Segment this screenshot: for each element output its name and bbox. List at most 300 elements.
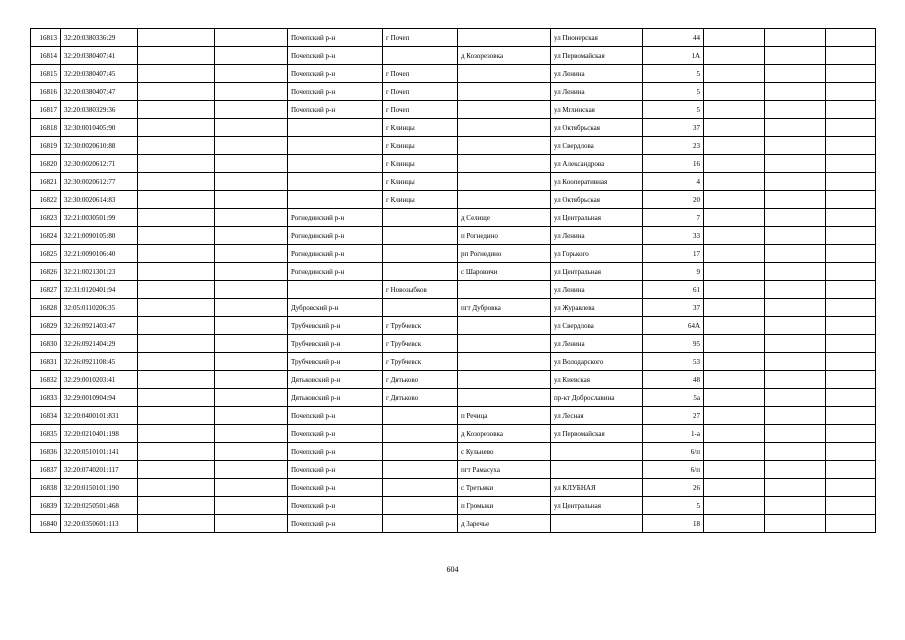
empty-cell [765, 371, 826, 389]
row-number-cell: 16823 [31, 209, 61, 227]
settlement-cell: д Козорезовка [458, 425, 551, 443]
street-cell: ул Октябрьская [551, 191, 643, 209]
settlement-cell [458, 119, 551, 137]
table-row [31, 317, 876, 335]
table-row [31, 461, 876, 479]
empty-cell [765, 281, 826, 299]
empty-cell [704, 209, 765, 227]
street-cell: ул Ленина [551, 65, 643, 83]
house-number-cell: 5 [643, 83, 704, 101]
empty-cell [215, 83, 288, 101]
settlement-cell: п Громыки [458, 497, 551, 515]
row-number-cell: 16821 [31, 173, 61, 191]
empty-cell [826, 389, 876, 407]
street-cell: ул Александрова [551, 155, 643, 173]
city-cell [383, 227, 458, 245]
house-number-cell: 9 [643, 263, 704, 281]
settlement-cell [458, 101, 551, 119]
empty-cell [765, 191, 826, 209]
empty-cell [765, 263, 826, 281]
street-cell [551, 443, 643, 461]
district-cell: Почепский р-н [288, 29, 383, 47]
table-row [31, 335, 876, 353]
empty-cell [138, 227, 215, 245]
city-cell: г Трубчевск [383, 353, 458, 371]
empty-cell [704, 155, 765, 173]
empty-cell [138, 407, 215, 425]
empty-cell [826, 425, 876, 443]
house-number-cell: 6/п [643, 443, 704, 461]
cadastral-number-cell: 32:21:0090106:40 [61, 245, 138, 263]
empty-cell [765, 317, 826, 335]
empty-cell [826, 155, 876, 173]
row-number-cell: 16831 [31, 353, 61, 371]
row-number-cell: 16815 [31, 65, 61, 83]
street-cell: ул Киевская [551, 371, 643, 389]
empty-cell [826, 407, 876, 425]
district-cell: Дятьковский р-н [288, 389, 383, 407]
city-cell: г Трубчевск [383, 317, 458, 335]
empty-cell [826, 101, 876, 119]
empty-cell [138, 335, 215, 353]
empty-cell [215, 335, 288, 353]
house-number-cell: 20 [643, 191, 704, 209]
empty-cell [704, 245, 765, 263]
row-number-cell: 16819 [31, 137, 61, 155]
empty-cell [826, 209, 876, 227]
row-number-cell: 16835 [31, 425, 61, 443]
district-cell: Почепский р-н [288, 515, 383, 533]
cadastral-number-cell: 32:20:0740201:117 [61, 461, 138, 479]
settlement-cell [458, 65, 551, 83]
table-row [31, 515, 876, 533]
row-number-cell: 16818 [31, 119, 61, 137]
empty-cell [138, 245, 215, 263]
settlement-cell [458, 29, 551, 47]
empty-cell [215, 371, 288, 389]
table-row [31, 299, 876, 317]
settlement-cell [458, 353, 551, 371]
district-cell: Дятьковский р-н [288, 371, 383, 389]
table-row [31, 353, 876, 371]
empty-cell [826, 335, 876, 353]
city-cell: г Дятьково [383, 371, 458, 389]
row-number-cell: 16827 [31, 281, 61, 299]
empty-cell [826, 263, 876, 281]
table-row [31, 119, 876, 137]
street-cell: ул Ленина [551, 335, 643, 353]
table-row [31, 227, 876, 245]
street-cell: ул Октябрьская [551, 119, 643, 137]
empty-cell [765, 155, 826, 173]
empty-cell [765, 245, 826, 263]
cadastral-number-cell: 32:26:0921404:29 [61, 335, 138, 353]
street-cell: ул Журавлева [551, 299, 643, 317]
empty-cell [826, 191, 876, 209]
empty-cell [704, 281, 765, 299]
house-number-cell: 7 [643, 209, 704, 227]
cadastral-number-cell: 32:20:0380407:45 [61, 65, 138, 83]
city-cell: г Клинцы [383, 137, 458, 155]
empty-cell [138, 389, 215, 407]
empty-cell [138, 191, 215, 209]
street-cell: ул Свердлова [551, 317, 643, 335]
empty-cell [826, 515, 876, 533]
row-number-cell: 16833 [31, 389, 61, 407]
empty-cell [765, 335, 826, 353]
empty-cell [765, 173, 826, 191]
empty-cell [138, 299, 215, 317]
cadastral-number-cell: 32:31:0120401:94 [61, 281, 138, 299]
empty-cell [215, 479, 288, 497]
empty-cell [765, 461, 826, 479]
house-number-cell: 17 [643, 245, 704, 263]
empty-cell [765, 119, 826, 137]
district-cell [288, 191, 383, 209]
empty-cell [704, 29, 765, 47]
city-cell: г Почеп [383, 101, 458, 119]
empty-cell [826, 299, 876, 317]
settlement-cell: п Рогнедино [458, 227, 551, 245]
empty-cell [765, 443, 826, 461]
cadastral-number-cell: 32:29:0010203:41 [61, 371, 138, 389]
district-cell: Трубчевский р-н [288, 317, 383, 335]
house-number-cell: 5 [643, 65, 704, 83]
city-cell [383, 245, 458, 263]
empty-cell [215, 155, 288, 173]
city-cell [383, 299, 458, 317]
house-number-cell: 1А [643, 47, 704, 65]
city-cell [383, 443, 458, 461]
house-number-cell: 95 [643, 335, 704, 353]
cadastral-number-cell: 32:20:0380329:36 [61, 101, 138, 119]
empty-cell [826, 497, 876, 515]
empty-cell [704, 173, 765, 191]
empty-cell [215, 263, 288, 281]
table-row [31, 155, 876, 173]
empty-cell [704, 335, 765, 353]
table-row [31, 101, 876, 119]
house-number-cell: 33 [643, 227, 704, 245]
empty-cell [704, 137, 765, 155]
city-cell [383, 515, 458, 533]
empty-cell [826, 353, 876, 371]
settlement-cell: рп Рогнедино [458, 245, 551, 263]
settlement-cell: с Кульнево [458, 443, 551, 461]
settlement-cell: д Заречье [458, 515, 551, 533]
city-cell [383, 425, 458, 443]
empty-cell [704, 263, 765, 281]
empty-cell [215, 191, 288, 209]
empty-cell [704, 65, 765, 83]
empty-cell [826, 245, 876, 263]
row-number-cell: 16817 [31, 101, 61, 119]
empty-cell [704, 299, 765, 317]
empty-cell [138, 29, 215, 47]
settlement-cell: п Речица [458, 407, 551, 425]
street-cell: ул Лесная [551, 407, 643, 425]
district-cell: Трубчевский р-н [288, 335, 383, 353]
table-row [31, 245, 876, 263]
empty-cell [826, 317, 876, 335]
row-number-cell: 16816 [31, 83, 61, 101]
empty-cell [765, 83, 826, 101]
house-number-cell: 5 [643, 101, 704, 119]
empty-cell [704, 425, 765, 443]
district-cell: Рогнединский р-н [288, 263, 383, 281]
settlement-cell [458, 155, 551, 173]
empty-cell [826, 119, 876, 137]
house-number-cell: 64А [643, 317, 704, 335]
settlement-cell [458, 389, 551, 407]
district-cell: Почепский р-н [288, 47, 383, 65]
empty-cell [826, 65, 876, 83]
row-number-cell: 16825 [31, 245, 61, 263]
house-number-cell: 61 [643, 281, 704, 299]
cadastral-number-cell: 32:30:0020612:77 [61, 173, 138, 191]
empty-cell [765, 479, 826, 497]
row-number-cell: 16837 [31, 461, 61, 479]
empty-cell [704, 407, 765, 425]
empty-cell [765, 389, 826, 407]
cadastral-number-cell: 32:21:0021301:23 [61, 263, 138, 281]
street-cell: ул Ленина [551, 83, 643, 101]
empty-cell [704, 479, 765, 497]
settlement-cell [458, 83, 551, 101]
address-table [30, 28, 876, 533]
table-row [31, 191, 876, 209]
table-row [31, 407, 876, 425]
table-row [31, 281, 876, 299]
empty-cell [138, 497, 215, 515]
street-cell: ул Центральная [551, 263, 643, 281]
table-row [31, 173, 876, 191]
cadastral-number-cell: 32:26:0921403:47 [61, 317, 138, 335]
table-row [31, 425, 876, 443]
settlement-cell: д Селище [458, 209, 551, 227]
street-cell: ул Ленина [551, 227, 643, 245]
district-cell: Почепский р-н [288, 425, 383, 443]
empty-cell [826, 281, 876, 299]
row-number-cell: 16814 [31, 47, 61, 65]
street-cell: ул Первомайская [551, 425, 643, 443]
street-cell: ул Пионерская [551, 29, 643, 47]
cadastral-number-cell: 32:30:0020614:83 [61, 191, 138, 209]
empty-cell [765, 47, 826, 65]
row-number-cell: 16834 [31, 407, 61, 425]
empty-cell [215, 281, 288, 299]
district-cell: Почепский р-н [288, 497, 383, 515]
cadastral-number-cell: 32:20:0210401:198 [61, 425, 138, 443]
empty-cell [704, 371, 765, 389]
street-cell [551, 461, 643, 479]
empty-cell [765, 299, 826, 317]
house-number-cell: 53 [643, 353, 704, 371]
table-row [31, 29, 876, 47]
empty-cell [215, 461, 288, 479]
table-row [31, 389, 876, 407]
empty-cell [138, 173, 215, 191]
table-row [31, 479, 876, 497]
empty-cell [826, 461, 876, 479]
city-cell [383, 47, 458, 65]
district-cell: Трубчевский р-н [288, 353, 383, 371]
settlement-cell: с Шаровичи [458, 263, 551, 281]
house-number-cell: 18 [643, 515, 704, 533]
empty-cell [704, 497, 765, 515]
empty-cell [215, 137, 288, 155]
settlement-cell: пгт Дубровка [458, 299, 551, 317]
empty-cell [704, 317, 765, 335]
district-cell [288, 137, 383, 155]
street-cell: пр-кт Доброславина [551, 389, 643, 407]
empty-cell [138, 281, 215, 299]
cadastral-number-cell: 32:21:0030501:99 [61, 209, 138, 227]
house-number-cell: 1-а [643, 425, 704, 443]
settlement-cell [458, 137, 551, 155]
empty-cell [826, 83, 876, 101]
empty-cell [215, 101, 288, 119]
house-number-cell: 37 [643, 119, 704, 137]
row-number-cell: 16822 [31, 191, 61, 209]
empty-cell [138, 461, 215, 479]
row-number-cell: 16826 [31, 263, 61, 281]
street-cell: ул Первомайская [551, 47, 643, 65]
settlement-cell [458, 173, 551, 191]
settlement-cell [458, 317, 551, 335]
cadastral-number-cell: 32:20:0250501:468 [61, 497, 138, 515]
empty-cell [215, 515, 288, 533]
district-cell: Почепский р-н [288, 443, 383, 461]
settlement-cell: пгт Рамасуха [458, 461, 551, 479]
empty-cell [138, 65, 215, 83]
settlement-cell: д Козорезовка [458, 47, 551, 65]
empty-cell [704, 101, 765, 119]
empty-cell [765, 407, 826, 425]
empty-cell [138, 83, 215, 101]
city-cell: г Дятьково [383, 389, 458, 407]
empty-cell [215, 353, 288, 371]
empty-cell [215, 65, 288, 83]
empty-cell [704, 227, 765, 245]
empty-cell [138, 479, 215, 497]
settlement-cell [458, 335, 551, 353]
district-cell: Почепский р-н [288, 101, 383, 119]
empty-cell [704, 83, 765, 101]
settlement-cell [458, 371, 551, 389]
empty-cell [704, 389, 765, 407]
empty-cell [765, 209, 826, 227]
empty-cell [215, 29, 288, 47]
street-cell: ул Володарского [551, 353, 643, 371]
empty-cell [765, 29, 826, 47]
city-cell: г Почеп [383, 83, 458, 101]
row-number-cell: 16836 [31, 443, 61, 461]
table-row [31, 137, 876, 155]
empty-cell [215, 425, 288, 443]
empty-cell [826, 371, 876, 389]
empty-cell [704, 515, 765, 533]
table-row [31, 83, 876, 101]
empty-cell [704, 47, 765, 65]
table-row [31, 47, 876, 65]
district-cell [288, 281, 383, 299]
district-cell [288, 173, 383, 191]
city-cell: г Почеп [383, 65, 458, 83]
row-number-cell: 16840 [31, 515, 61, 533]
row-number-cell: 16828 [31, 299, 61, 317]
empty-cell [138, 119, 215, 137]
city-cell: г Трубчевск [383, 335, 458, 353]
street-cell: ул Центральная [551, 209, 643, 227]
table-row [31, 371, 876, 389]
empty-cell [138, 425, 215, 443]
cadastral-number-cell: 32:26:0921108:45 [61, 353, 138, 371]
cadastral-number-cell: 32:05:0110206:35 [61, 299, 138, 317]
cadastral-number-cell: 32:20:0350601:113 [61, 515, 138, 533]
table-row [31, 443, 876, 461]
cadastral-number-cell: 32:30:0010405:90 [61, 119, 138, 137]
row-number-cell: 16813 [31, 29, 61, 47]
empty-cell [215, 227, 288, 245]
empty-cell [138, 317, 215, 335]
settlement-cell: с Третьяки [458, 479, 551, 497]
street-cell: ул Кооперативная [551, 173, 643, 191]
city-cell [383, 263, 458, 281]
city-cell [383, 209, 458, 227]
empty-cell [138, 137, 215, 155]
empty-cell [215, 245, 288, 263]
cadastral-number-cell: 32:30:0020610:88 [61, 137, 138, 155]
house-number-cell: 5 [643, 497, 704, 515]
street-cell: ул Свердлова [551, 137, 643, 155]
empty-cell [215, 209, 288, 227]
empty-cell [765, 425, 826, 443]
city-cell: г Клинцы [383, 191, 458, 209]
cadastral-number-cell: 32:20:0380407:41 [61, 47, 138, 65]
city-cell [383, 461, 458, 479]
house-number-cell: 5а [643, 389, 704, 407]
city-cell [383, 479, 458, 497]
empty-cell [826, 47, 876, 65]
city-cell [383, 497, 458, 515]
empty-cell [704, 443, 765, 461]
empty-cell [765, 137, 826, 155]
district-cell [288, 155, 383, 173]
house-number-cell: 6/п [643, 461, 704, 479]
street-cell [551, 515, 643, 533]
empty-cell [138, 101, 215, 119]
empty-cell [704, 191, 765, 209]
city-cell: г Новозыбков [383, 281, 458, 299]
settlement-cell [458, 281, 551, 299]
cadastral-number-cell: 32:20:0510101:141 [61, 443, 138, 461]
street-cell: ул Мглинская [551, 101, 643, 119]
empty-cell [826, 227, 876, 245]
house-number-cell: 26 [643, 479, 704, 497]
empty-cell [138, 209, 215, 227]
empty-cell [704, 461, 765, 479]
district-cell: Почепский р-н [288, 479, 383, 497]
district-cell: Почепский р-н [288, 65, 383, 83]
row-number-cell: 16824 [31, 227, 61, 245]
district-cell: Почепский р-н [288, 83, 383, 101]
city-cell [383, 407, 458, 425]
street-cell: ул КЛУБНАЯ [551, 479, 643, 497]
table-body [31, 29, 876, 533]
empty-cell [215, 173, 288, 191]
table-row [31, 497, 876, 515]
